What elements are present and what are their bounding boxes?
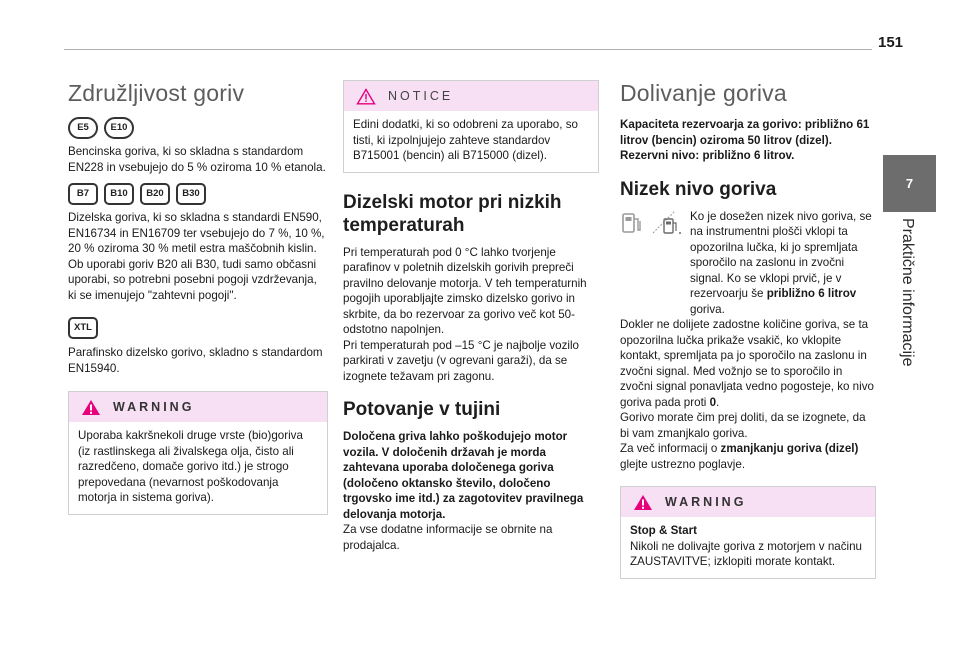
badge-xtl: XTL	[68, 317, 98, 339]
low-fuel-link-bold: zmanjkanju goriva (dizel)	[720, 442, 859, 455]
badge-e5: E5	[68, 117, 98, 139]
column-fuel-compatibility	[68, 80, 328, 515]
badge-b7: B7	[68, 183, 98, 205]
travel-text: Za vse dodatne informacije se obrnite na prodajalca.	[343, 523, 553, 552]
travel-bold-text: Določena griva lahko poškodujejo motor vozila. V določenih državah je morda zahtevana uporaba določenega goriva (določeno oktansko število, določeno trgovsko ime itd.) za zagotovitev pravilnega delovanja motorja.	[343, 430, 584, 521]
warning-triangle-icon	[81, 399, 101, 416]
page-number: 151	[878, 34, 904, 51]
low-fuel-text-2	[620, 317, 876, 410]
badge-b30: B30	[176, 183, 206, 205]
notice-box-header	[344, 81, 598, 111]
warning-triangle-icon	[633, 494, 653, 511]
warning-text: Uporaba kakršnekoli druge vrste (bio)goriva (iz rastlinskega ali živalskega olja, čisto ali razredčeno, domače gorivo itd.) je strogo prepovedana (nevarnost poškodovanja motorja in sistema goriva).	[78, 429, 303, 504]
warning-title-2: WARNING	[665, 495, 747, 509]
fuel-pump-icon	[620, 209, 686, 237]
notice-box	[343, 80, 599, 173]
diesel-cold-text-1: Pri temperaturah pod 0 °C lahko tvorjenje parafinov v poletnih dizelskih gorivih prepreči pravilno delovanje motorja. V teh temperaturnih pogojih uporabljajte zimsko dizelsko gorivo in skrbite, da bo rezervoar za gorivo več kot 50-odstotno napolnjen.	[343, 245, 587, 336]
section-title-diesel-cold: Dizelski motor pri nizkih temperaturah	[343, 191, 562, 236]
warning-box-header-2	[621, 487, 875, 517]
warning-text-2: Nikoli ne dolivajte goriva z motorjem v načinu ZAUSTAVITVE; izklopiti morate kontakt.	[630, 539, 862, 568]
warning-box-body-2	[621, 517, 875, 578]
notice-title: NOTICE	[388, 89, 454, 103]
diesel-badges	[68, 183, 328, 205]
warning-box-header	[69, 392, 327, 422]
low-fuel-text-2a: Dokler ne dolijete zadostne količine goriva, se ta opozorilna lučka prikaže vsakič, ko vklopite kontakt, spremljata pa jo sporočilo na zaslonu in zvočni signal. Med vožnjo se to sporočilo in zvočni signal ponavljata vedno pogosteje, ko nivo goriva pada proti	[620, 318, 874, 409]
low-fuel-zero-bold: 0	[709, 395, 717, 409]
low-fuel-text-1a: Ko je dosežen nizek nivo goriva, se na instrumentni plošči vklopi ta opozorilna lučka, ki jo spremljata sporočilo na zaslonu in zvočni signal. Ko se vklopi prvič, je v rezervoarju še	[690, 209, 872, 300]
notice-triangle-icon	[356, 88, 376, 105]
warning-subtitle: Stop & Start	[630, 524, 697, 537]
chapter-label-text: Praktične informacije	[899, 218, 916, 367]
low-fuel-reserve-bold: približno 6 litrov	[766, 287, 857, 300]
warning-box-fuels	[68, 391, 328, 515]
warning-title: WARNING	[113, 400, 195, 414]
xtl-text: Parafinsko dizelsko gorivo, skladno s standardom EN15940.	[68, 346, 323, 375]
capacity-text: Kapaciteta rezervoarja za gorivo: približno 61 litrov (bencin) oziroma 50 litrov (dizel). Rezervni nivo: približno 6 litrov.	[620, 118, 870, 162]
low-fuel-text-1-start	[686, 209, 876, 318]
low-fuel-intro	[620, 209, 876, 318]
low-fuel-text-2c: .	[716, 395, 720, 409]
notice-text: Edini dodatki, ki so odobreni za uporabo, so tisti, ki izpolnjujejo zahteve standardov B715001 (bencin) ali B715000 (dizel).	[353, 118, 578, 162]
gasoline-badges	[68, 117, 328, 139]
low-fuel-text-4c: glejte ustrezno poglavje.	[620, 457, 746, 471]
diesel-cold-text-2: Pri temperaturah pod –15 °C je najbolje vozilo parkirati v zavetju (v ogrevani garaži), da se izognete težavam pri zagonu.	[343, 338, 580, 383]
chapter-tab[interactable]: 7	[883, 155, 936, 212]
badge-e10: E10	[104, 117, 134, 139]
notice-box-body	[344, 111, 598, 172]
diesel-text: Dizelska goriva, ki so skladna s standardi EN590, EN16734 in EN16709 ter vsebujejo do 7 %, 10 %, 20 % oziroma 30 % metil estra maščobnih kislin. Ob uporabi goriv B20 ali B30, tudi samo občasni uporabi, so potrebni posebni pogoji vzdrževanja, ki se imenujejo "zahtevni pogoji".	[68, 211, 325, 302]
chapter-label	[885, 218, 929, 418]
section-title-refuelling: Dolivanje goriva	[620, 80, 787, 106]
low-fuel-text-4	[620, 441, 876, 472]
badge-b20: B20	[140, 183, 170, 205]
section-title-low-fuel: Nizek nivo goriva	[620, 178, 777, 200]
low-fuel-text-1c: goriva.	[690, 302, 725, 316]
header-rule	[64, 49, 872, 50]
column-refuelling	[620, 80, 876, 579]
section-title-travel: Potovanje v tujini	[343, 399, 501, 420]
column-diesel-travel	[343, 80, 599, 553]
warning-box-body	[69, 422, 327, 514]
warning-box-stop-start	[620, 486, 876, 579]
section-title-compatibility: Združljivost goriv	[68, 80, 245, 106]
low-fuel-text-4a: Za več informacij o	[620, 442, 721, 455]
low-fuel-text-3: Gorivo morate čim prej doliti, da se izognete, da bi vam zmanjkalo goriva.	[620, 411, 866, 440]
badge-b10: B10	[104, 183, 134, 205]
xtl-badges	[68, 317, 328, 339]
gasoline-text: Bencinska goriva, ki so skladna s standardom EN228 in vsebujejo do 5 % oziroma 10 % etanola.	[68, 145, 326, 174]
